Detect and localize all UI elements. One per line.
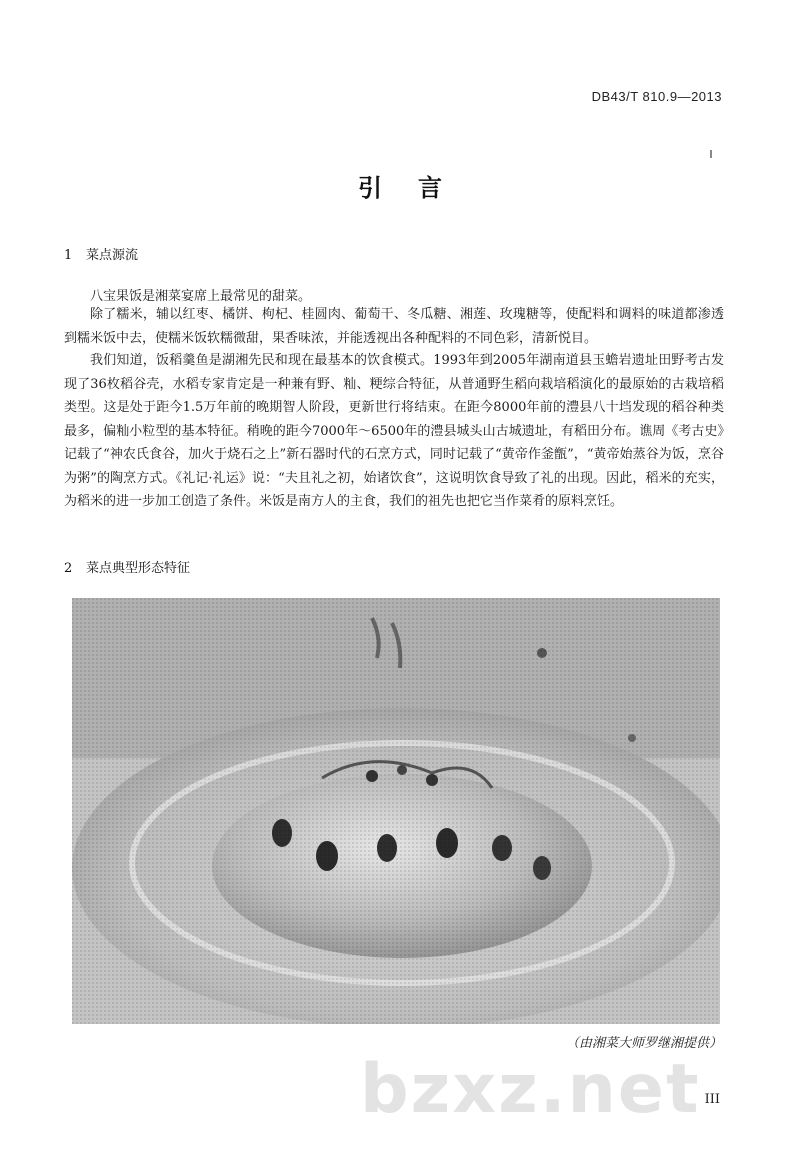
paragraph: 我们知道，饭稻羹鱼是湖湘先民和现在最基本的饮食模式。1993年到2005年湖南道县玉蟾岩遗址田野考古发现了36枚稻谷壳，水稻专家肯定是一种兼有野、籼、粳综合特征，从普通野生稻向栽培稻演化的最原始的古栽培稻类型。这是处于距今1.5万年前的晚期智人阶段，更新世行将结束。在距今8000年前的澧县八十垱发现的稻谷种类最多，偏籼小粒型的基本特征。稍晚的距今7000年～6500年的澧县城头山古城遗址，有稻田分布。谯周《考古史》记载了“神农氏食谷，加火于烧石之上”新石器时代的石烹方式，同时记载了“黄帝作釜甑”，“黄帝始蒸谷为饭，烹谷为粥”的陶烹方式。《礼记·礼运》说：“夫且礼之初，始诸饮食”，这说明饮食导致了礼的出现。因此，稻米的充实，为稻米的进一步加工创造了条件。米饭是南方人的主食，我们的祖先也把它当作菜肴的原料烹饪。 [64,353,724,509]
dish-photo-illustration [72,598,720,1024]
document-code: DB43/T 810.9—2013 [591,89,722,104]
section-title: 菜点源流 [86,248,139,263]
page-title: 引言 [358,173,478,202]
section-number: 1 [64,248,73,263]
page-number: III [704,1092,720,1107]
section-heading-origin [64,244,138,263]
scan-artifact [710,150,712,158]
dish-photo [72,598,720,1024]
section-title: 菜点典型形态特征 [86,561,191,576]
section-number: 2 [64,561,73,576]
section-heading-features [64,557,190,576]
paragraph: 八宝果饭是湘菜宴席上最常见的甜菜。 [90,289,312,304]
watermark-logo: bzxz.net [360,1050,701,1129]
photo-caption: （由湘菜大师罗继湘提供） [565,1036,722,1051]
paragraph: 除了糯米，辅以红枣、橘饼、枸杞、桂圆肉、葡萄干、冬瓜糖、湘莲、玫瑰糖等，使配料和调料的味道都渗透到糯米饭中去，使糯米饭软糯微甜，果香味浓，并能透视出各种配料的不同色彩，清新悦目。 [64,307,724,346]
